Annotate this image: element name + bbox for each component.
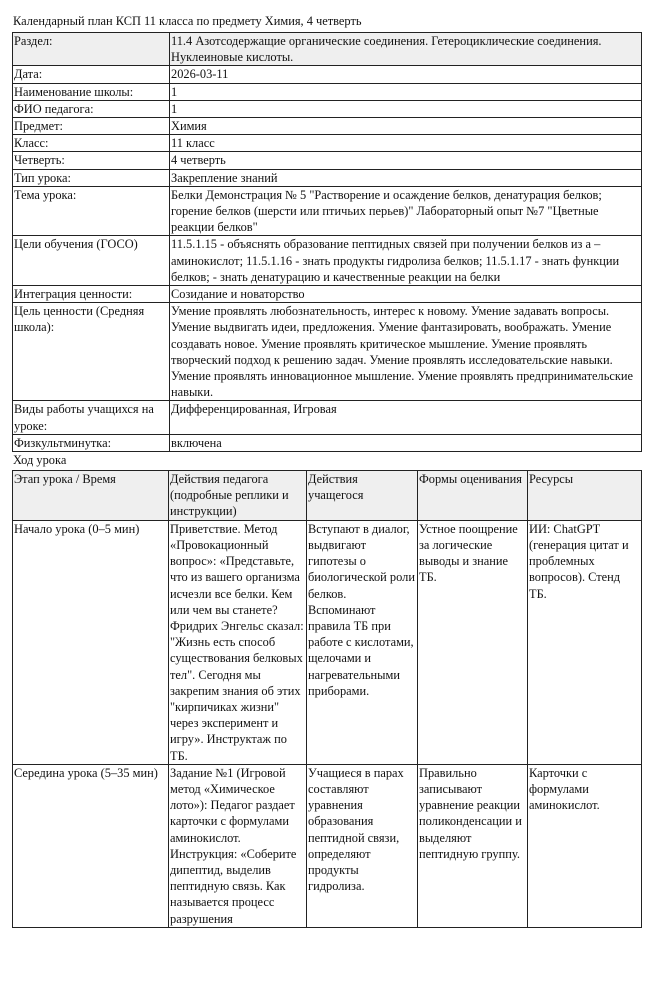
assessment-cell: Устное поощрение за логические выводы и знание ТБ. <box>418 520 528 764</box>
column-header-assessment: Формы оценивания <box>418 471 528 521</box>
info-label: Дата: <box>13 66 170 83</box>
info-row-lesson-type <box>13 169 642 186</box>
info-value: Умение проявлять любознательность, интерес к новому. Умение задавать вопросы. Умение выдвигать идеи, предложения. Умение фантазировать, воображать. Умение создавать новое. Умение проявлять критическое мышление. Умение проявлять творческий подход к решению задач. Умение проявлять исследовательские навыки. Умение проявлять инновационное мышление. Умение проявлять предпринимательские навыки. <box>170 303 642 401</box>
info-value: 11 класс <box>170 135 642 152</box>
info-label: Цели обучения (ГОСО) <box>13 236 170 286</box>
info-label: Тема урока: <box>13 186 170 236</box>
info-row-quarter <box>13 152 642 169</box>
stage-cell: Начало урока (0–5 мин) <box>13 520 169 764</box>
info-row-exercise-break <box>13 434 642 451</box>
resources-cell: ИИ: ChatGPT (генерация цитат и проблемных вопросов). Стенд ТБ. <box>528 520 642 764</box>
info-label: Класс: <box>13 135 170 152</box>
document-title: Календарный план КСП 11 класса по предмету Химия, 4 четверть <box>13 14 362 28</box>
info-value: 11.5.1.15 - объяснять образование пептидных связей при получении белков из а – аминокислот; 11.5.1.16 - знать продукты гидролиза белков; 11.5.1.17 - знать функции белков; - знать денатурацию и качественные реакции на белки <box>170 236 642 286</box>
info-label: Физкультминутка: <box>13 434 170 451</box>
lesson-flow-row-beginning <box>13 520 642 764</box>
resources-cell: Карточки с формулами аминокислот. <box>528 764 642 927</box>
info-row-work-types <box>13 401 642 434</box>
info-value: Белки Демонстрация № 5 "Растворение и осаждение белков, денатурация белков; горение белков (шерсти или птичьих перьев)" Лабораторный опыт №7 "Цветные реакции белков" <box>170 186 642 236</box>
info-row-topic <box>13 186 642 236</box>
info-row-objectives <box>13 236 642 286</box>
info-row-subject <box>13 118 642 135</box>
column-header-student-actions: Действия учащегося <box>307 471 418 521</box>
column-header-stage: Этап урока / Время <box>13 471 169 521</box>
lesson-flow-row-middle <box>13 764 642 927</box>
student-actions-cell: Вступают в диалог, выдвигают гипотезы о биологической роли белков. Вспоминают правила ТБ при работе с кислотами, щелочами и нагревательными приборами. <box>307 520 418 764</box>
info-row-date <box>13 66 642 83</box>
info-label: Четверть: <box>13 152 170 169</box>
info-row-value-goal <box>13 303 642 401</box>
info-row-school <box>13 83 642 100</box>
info-label: Предмет: <box>13 118 170 135</box>
info-value: 2026-03-11 <box>170 66 642 83</box>
document-page <box>12 10 641 928</box>
column-header-resources: Ресурсы <box>528 471 642 521</box>
info-value: включена <box>170 434 642 451</box>
lesson-flow-table <box>12 470 642 928</box>
assessment-cell: Правильно записывают уравнение реакции поликонденсации и выделяют пептидную группу. <box>418 764 528 927</box>
student-actions-cell: Учащиеся в парах составляют уравнения образования пептидной связи, определяют продукты гидролиза. <box>307 764 418 927</box>
info-value: 4 четверть <box>170 152 642 169</box>
info-value: 11.4 Азотсодержащие органические соединения. Гетероциклические соединения. Нуклеиновые кислоты. <box>170 33 642 66</box>
stage-cell: Середина урока (5–35 мин) <box>13 764 169 927</box>
info-row-section <box>13 33 642 66</box>
lesson-info-table <box>12 32 642 452</box>
lesson-flow-heading: Ход урока <box>13 453 67 468</box>
info-label: Тип урока: <box>13 169 170 186</box>
info-value: 1 <box>170 83 642 100</box>
info-value: Закрепление знаний <box>170 169 642 186</box>
page-bottom-margin <box>0 975 651 985</box>
info-row-teacher <box>13 100 642 117</box>
info-value: Созидание и новаторство <box>170 286 642 303</box>
info-value: Химия <box>170 118 642 135</box>
info-label: Цель ценности (Средняя школа): <box>13 303 170 401</box>
info-label: Виды работы учащихся на уроке: <box>13 401 170 434</box>
teacher-actions-cell: Задание №1 (Игровой метод «Химическое лото»): Педагог раздает карточки с формулами аминокислот. Инструкция: «Соберите дипептид, выделив пептидную связь. Как называется процесс разрушения <box>169 764 307 927</box>
info-value: 1 <box>170 100 642 117</box>
info-label: ФИО педагога: <box>13 100 170 117</box>
info-label: Раздел: <box>13 33 170 66</box>
info-row-value-integration <box>13 286 642 303</box>
lesson-flow-header-row <box>13 471 642 521</box>
info-label: Наименование школы: <box>13 83 170 100</box>
teacher-actions-cell: Приветствие. Метод «Провокационный вопрос»: «Представьте, что из вашего организма исчезли все белки. Кем или чем вы станете? Фридрих Энгельс сказал: "Жизнь есть способ существования белковых тел". Сегодня мы закрепим знания об этих "кирпичиках жизни" через эксперимент и игру». Инструктаж по ТБ. <box>169 520 307 764</box>
info-label: Интеграция ценности: <box>13 286 170 303</box>
info-value: Дифференцированная, Игровая <box>170 401 642 434</box>
info-row-grade <box>13 135 642 152</box>
column-header-teacher-actions: Действия педагога (подробные реплики и инструкции) <box>169 471 307 521</box>
